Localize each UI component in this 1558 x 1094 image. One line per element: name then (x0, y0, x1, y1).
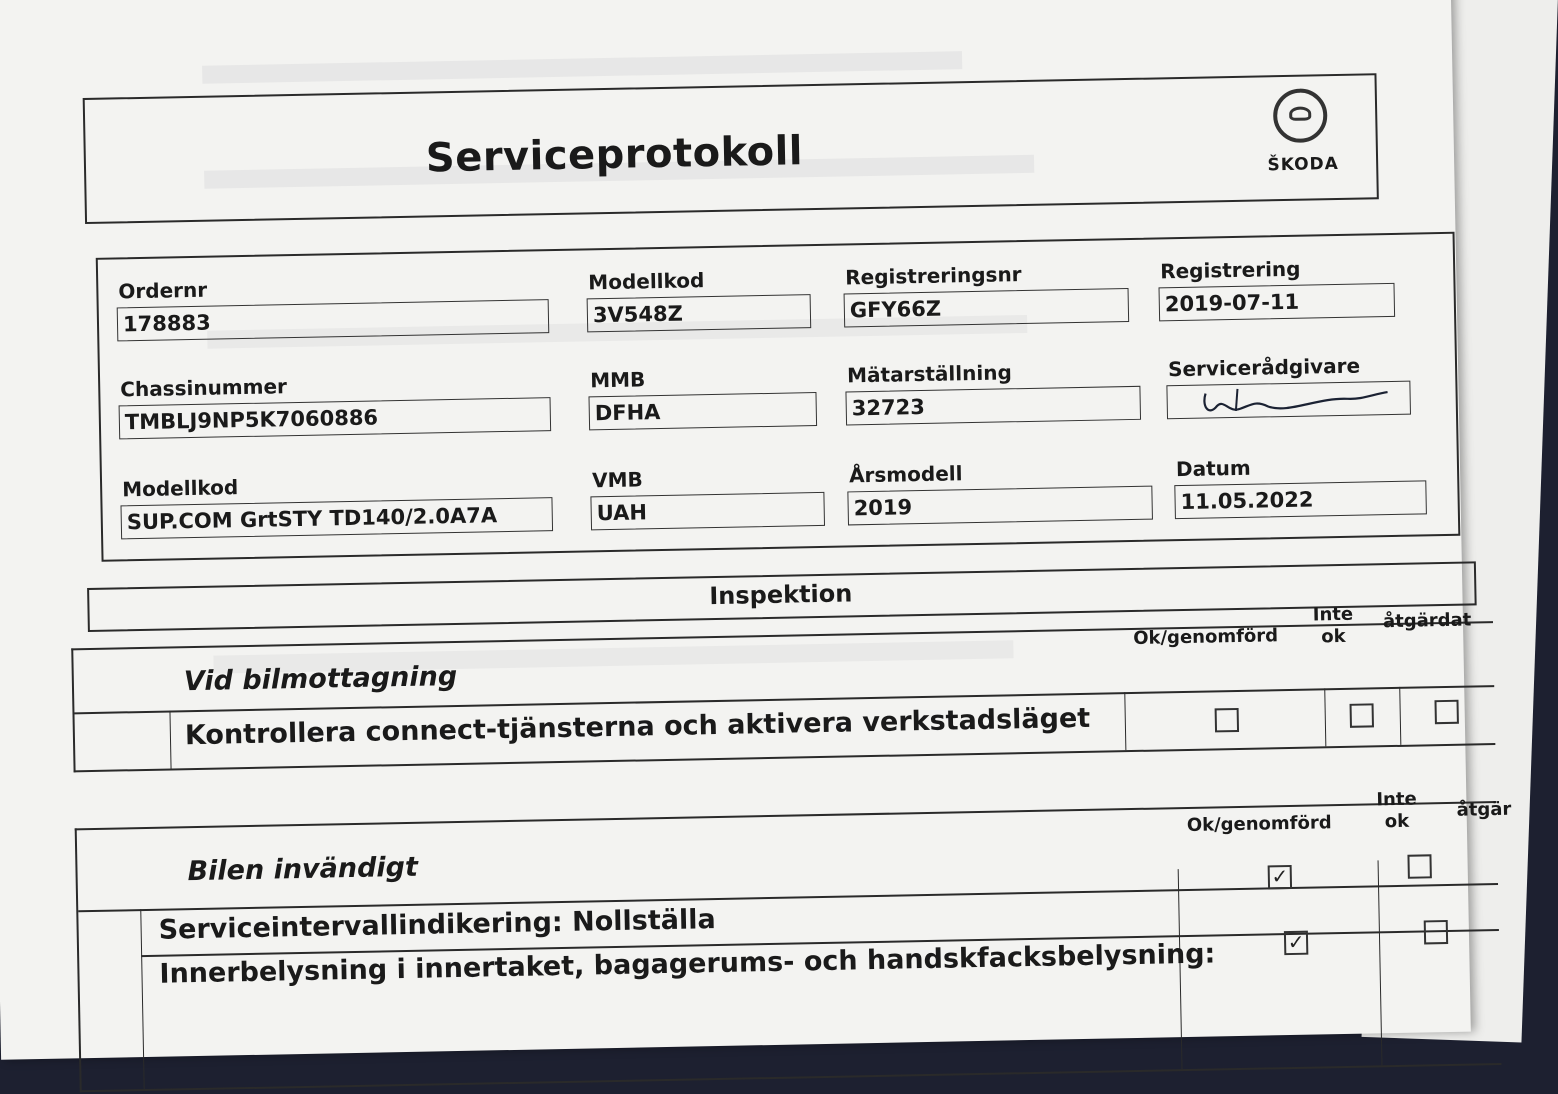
section-heading: Vid bilmottagning (183, 660, 458, 698)
col-divider (1378, 860, 1383, 1065)
checkbox-inte-ok[interactable] (1350, 703, 1374, 727)
matarstallning-value[interactable]: 32723 (845, 386, 1141, 426)
page-title: Serviceprotokoll (425, 128, 804, 182)
section-vid-bilmottagning (71, 603, 1495, 772)
bleed-through (202, 51, 962, 84)
checkbox-inte-ok[interactable] (1424, 920, 1448, 944)
inspektion-header (87, 561, 1477, 632)
mmb-label: MMB (589, 367, 646, 393)
chassinummer-value[interactable]: TMBLJ9NP5K7060886 (119, 397, 552, 439)
col-atgardat-label: åtgärdat (1382, 609, 1472, 633)
registreringsnr-label: Registreringsnr (845, 262, 1022, 290)
matarstallning-label: Mätarställning (846, 360, 1012, 388)
col-ok-word: ok (1321, 625, 1346, 648)
col-ok-word: ok (1384, 810, 1410, 833)
signature-icon (1197, 384, 1398, 418)
vmb-value[interactable]: UAH (590, 492, 825, 530)
row-connect-tjanster: Kontrollera connect-tjänsterna och aktivera verkstadsläget (184, 702, 1091, 752)
row-serviceintervall: Serviceintervallindikering: Nollställa (158, 904, 716, 946)
checkbox-ok-checked[interactable]: ✓ (1268, 865, 1292, 889)
arsmodell-label: Årsmodell (848, 461, 963, 488)
checkbox-ok[interactable] (1215, 708, 1239, 732)
indent-line (169, 710, 171, 768)
inspektion-title: Inspektion (709, 579, 853, 611)
col-atgardat-label: åtgär (1456, 798, 1512, 821)
section-heading: Bilen invändigt (187, 851, 419, 888)
col-divider (1124, 692, 1126, 750)
registrering-label: Registrering (1159, 256, 1301, 284)
ordernr-label: Ordernr (118, 277, 208, 304)
servicaradgivare-label: Servicerådgivare (1167, 353, 1361, 382)
col-inte-word: Inte (1376, 788, 1417, 811)
brand-name: ŠKODA (1267, 153, 1340, 176)
registreringsnr-value[interactable]: GFY66Z (844, 288, 1130, 327)
registrering-value[interactable]: 2019-07-11 (1159, 283, 1396, 322)
servicaradgivare-value[interactable] (1166, 381, 1411, 420)
vehicle-info-box (96, 232, 1461, 562)
checkbox-atgardat[interactable] (1434, 700, 1458, 724)
col-inte-ok-label (1313, 604, 1354, 649)
col-inte-word: Inte (1312, 603, 1354, 626)
skoda-emblem-icon (1273, 88, 1328, 143)
modellkod-top-label: Modellkod (588, 268, 705, 295)
datum-label: Datum (1175, 455, 1251, 482)
title-box (83, 73, 1379, 224)
modellkod-bottom-label: Modellkod (121, 475, 239, 502)
vmb-label: VMB (591, 467, 643, 493)
checkbox-ok-checked[interactable]: ✓ (1284, 931, 1308, 955)
ordernr-value[interactable]: 178883 (117, 299, 550, 341)
col-ok-label: Ok/genomförd (1133, 625, 1279, 649)
mmb-value[interactable]: DFHA (588, 392, 817, 430)
col-divider (1324, 688, 1326, 746)
datum-value[interactable]: 11.05.2022 (1174, 480, 1427, 519)
col-divider (1399, 687, 1401, 745)
col-ok-label: Ok/genomförd (1186, 812, 1332, 836)
section-bilen-invandigt (75, 788, 1512, 1092)
arsmodell-value[interactable]: 2019 (847, 486, 1153, 526)
indent-line (140, 909, 144, 1089)
modellkod-bottom-value[interactable]: SUP.COM GrtSTY TD140/2.0A7A (120, 497, 553, 539)
checkbox-inte-ok[interactable] (1407, 854, 1431, 878)
chassinummer-label: Chassinummer (120, 374, 288, 402)
col-inte-ok-label (1376, 789, 1417, 834)
modellkod-top-value[interactable]: 3V548Z (587, 294, 812, 332)
row-innerbelysning: Innerbelysning i innertaket, bagagerums- och handskfacksbelysning: (159, 938, 1216, 990)
skoda-logo (1257, 88, 1349, 190)
